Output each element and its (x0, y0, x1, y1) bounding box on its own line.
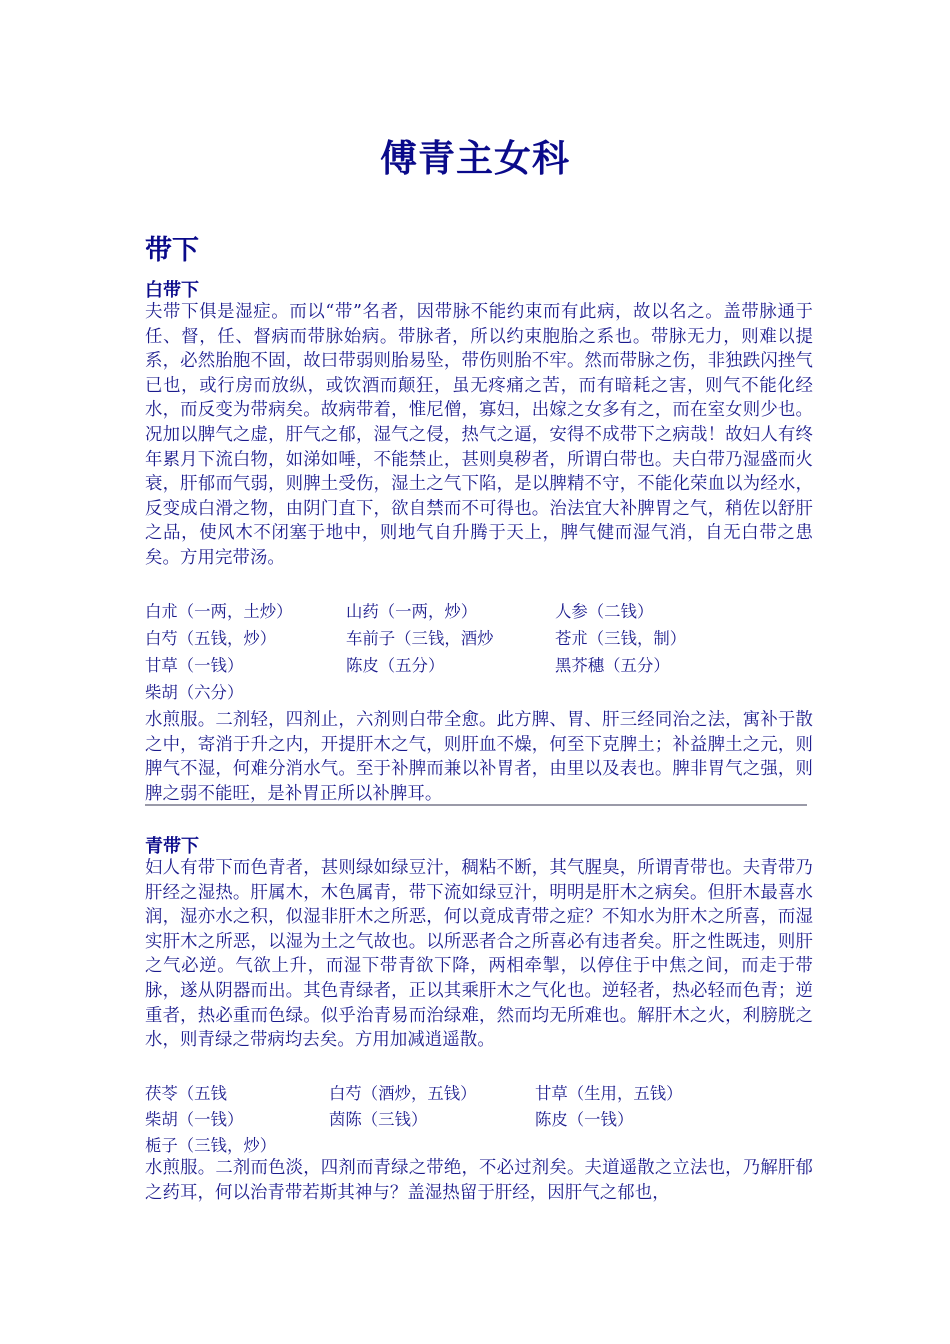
section-white-outro: 水煎服。二剂轻，四剂止，六剂则白带全愈。此方脾、胃、肝三经同治之法，寓补于散之中，寄消于升之内，开提肝木之气，则肝血不燥，何至下克脾土；补益脾土之元，则脾气不湿，何难分消水气。至于补脾而兼以补胃者，由里以及表也。脾非胃气之强，则脾之弱不能旺，是补胃正所以补脾耳。 (145, 710, 813, 804)
section-white-intro: 夫带下俱是湿症。而以“带”名者，因带脉不能约束而有此病，故以名之。盖带脉通于任、督，任、督病而带脉始病。带脉者，所以约束胞胎之系也。带脉无力，则难以提系，必然胎胞不固，故曰带弱则胎易坠，带伤则胎不牢。然而带脉之伤，非独跌闪挫气已也，或行房而放纵，或饮酒而颠狂，虽无疼痛之苦，而有暗耗之害，则气不能化经水，而反变为带病矣。故病带着，惟尼僧，寡妇，出嫁之女多有之，而在室女则少也。况加以脾气之虚，肝气之郁，湿气之侵，热气之逼，安得不成带下之病哉！故妇人有终年累月下流白物，如涕如唾，不能禁止，甚则臭秽者，所谓白带也。夫白带乃湿盛而火衰，肝郁而气弱，则脾土受伤，湿土之气下陷，是以脾精不守，不能化荣血以为经水，反变成白滑之物，由阴门直下，欲自禁而不可得也。治法宜大补脾胃之气，稍佐以舒肝之品，使风木不闭塞于地中，则地气自升腾于天上，脾气健而湿气消，自无白带之患矣。方用完带汤。 (145, 302, 813, 568)
herb-item: 白朮（一两，土炒） (145, 602, 293, 621)
herb-item: 陈皮（一钱） (535, 1110, 634, 1129)
herb-item: 茵陈（三钱） (329, 1110, 428, 1129)
section-green-herb-list (145, 1080, 813, 1164)
herb-item: 黑芥穗（五分） (555, 656, 670, 675)
herb-item: 甘草（生用，五钱） (535, 1084, 683, 1103)
section-green-outro: 水煎服。二剂而色淡，四剂而青绿之带绝，不必过剂矣。夫道遥散之立法也，乃解肝郁之药耳，何以治青带若斯其神与？盖湿热留于肝经，因肝气之郁也， (145, 1158, 813, 1203)
section-white-herb-list (145, 598, 813, 708)
section-green-intro: 妇人有带下而色青者，甚则绿如绿豆汁，稠粘不断，其气腥臭，所谓青带也。夫青带乃肝经之湿热。肝属木，木色属青，带下流如绿豆汁，明明是肝木之病矣。但肝木最喜水润，湿亦水之积，似湿非肝木之所恶，何以竟成青带之症？不知水为肝木之所喜，而湿实肝木之所恶，以湿为土之气故也。以所恶者合之所喜必有违者矣。肝之性既违，则肝之气必逆。气欲上升，而湿下带青欲下降，两相牵掣，以停住于中焦之间，而走于带脉，遂从阴器而出。其色青绿者，正以其乘肝木之气化也。逆轻者，热必轻而色青；逆重者，热必重而色绿。似乎治青易而治绿难，然而均无所难也。解肝木之火，利膀胱之水，则青绿之带病均去矣。方用加减逍遥散。 (145, 858, 813, 1051)
herb-item: 茯苓（五钱 (145, 1084, 227, 1103)
herb-item: 栀子（三钱，炒） (145, 1136, 277, 1155)
herb-item: 车前子（三钱，酒炒 (346, 629, 494, 648)
herb-item: 甘草（一钱） (145, 656, 244, 675)
section-heading-white: 白带下 (145, 280, 199, 301)
herb-item: 白芍（五钱，炒） (145, 629, 277, 648)
section-heading-green: 青带下 (145, 836, 199, 857)
herb-item: 白芍（酒炒，五钱） (329, 1084, 477, 1103)
section-divider (145, 804, 807, 806)
herb-item: 陈皮（五分） (346, 656, 445, 675)
chapter-heading: 带下 (145, 235, 199, 266)
herb-item: 人参（二钱） (555, 602, 654, 621)
herb-item: 柴胡（一钱） (145, 1110, 244, 1129)
herb-item: 山药（一两，炒） (346, 602, 478, 621)
document-title: 傅青主女科 (380, 137, 570, 180)
herb-item: 苍朮（三钱，制） (555, 629, 687, 648)
herb-item: 柴胡（六分） (145, 683, 244, 702)
